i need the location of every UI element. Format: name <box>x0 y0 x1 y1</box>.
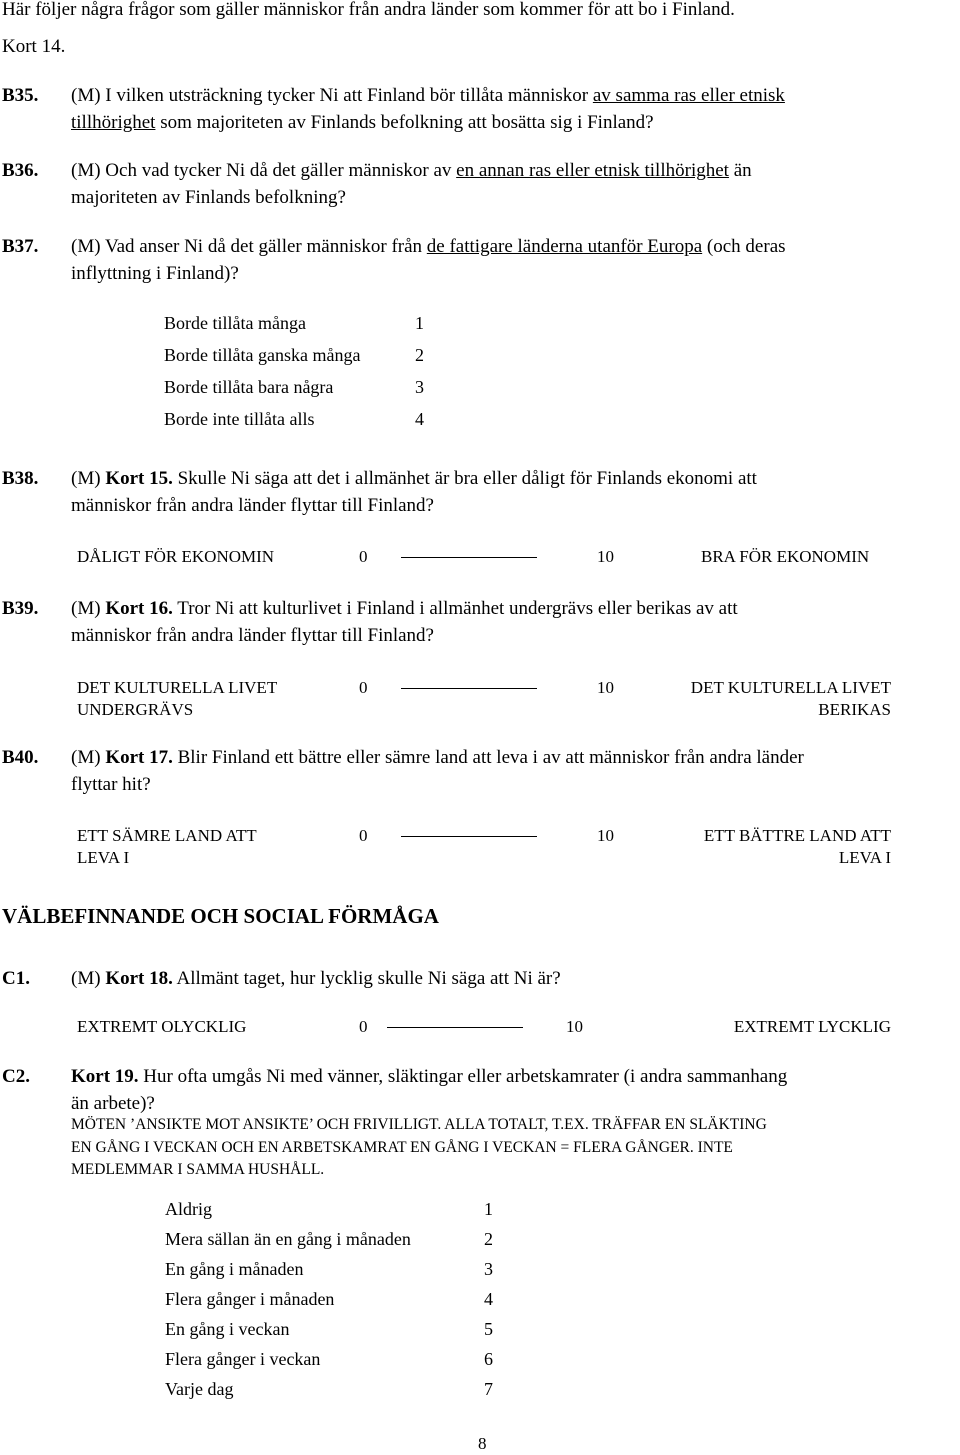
question-text-b38-line1: (M) Kort 15. Skulle Ni säga att det i allmänhet är bra eller dåligt för Finlands ekonomi att <box>71 468 757 489</box>
option-label: Borde tillåta många <box>164 313 306 333</box>
question-text-c2-line2: än arbete)? <box>71 1093 155 1114</box>
scale-line <box>401 557 537 558</box>
option-code: 4 <box>415 409 424 429</box>
scale-max: 10 <box>597 547 614 566</box>
scale-left-label: DET KULTURELLA LIVET <box>77 678 278 697</box>
question-text-b39-line1: (M) Kort 16. Tror Ni att kulturlivet i Finland i allmänhet undergrävs eller berikas av att <box>71 598 738 619</box>
question-number: B35. <box>2 85 39 106</box>
scale-right-label: ETT BÄTTRE LAND ATT <box>703 826 891 845</box>
scale-right-label: EXTREMT LYCKLIG <box>733 1017 891 1036</box>
option-label: Borde tillåta bara några <box>164 377 334 397</box>
option-code: 1 <box>415 313 424 333</box>
question-text-b37-line1: (M) Vad anser Ni då det gäller människor från de fattigare länderna utanför Europa (och deras <box>71 236 786 257</box>
option-code: 5 <box>484 1319 493 1339</box>
option-code: 6 <box>484 1349 493 1369</box>
option-label: En gång i veckan <box>165 1319 290 1339</box>
scale-left-label: DÅLIGT FÖR EKONOMIN <box>77 547 275 566</box>
scale-min: 0 <box>359 678 368 697</box>
option-code: 3 <box>415 377 424 397</box>
option-label: Borde inte tillåta alls <box>164 409 315 429</box>
scale-max: 10 <box>597 678 614 697</box>
scale-line <box>387 1027 523 1028</box>
scale-line <box>401 688 537 689</box>
option-code: 1 <box>484 1199 493 1219</box>
option-label: En gång i månaden <box>165 1259 304 1279</box>
card-label: Kort 14. <box>2 36 66 57</box>
question-number: B38. <box>2 468 39 489</box>
scale-left-label: LEVA I <box>77 848 130 867</box>
question-number: B39. <box>2 598 39 619</box>
question-text-b35-line2: tillhörighet som majoriteten av Finlands befolkning att bosätta sig i Finland? <box>71 112 654 133</box>
scale-right-label: DET KULTURELLA LIVET <box>690 678 891 697</box>
option-label: Varje dag <box>165 1379 234 1399</box>
interviewer-note: EN GÅNG I VECKAN OCH EN ARBETSKAMRAT EN GÅNG I VECKAN = FLERA GÅNGER. INTE <box>71 1139 733 1156</box>
scale-right-label: BERIKAS <box>818 700 891 719</box>
question-text-b36-line2: majoriteten av Finlands befolkning? <box>71 187 346 208</box>
question-number: B36. <box>2 160 39 181</box>
question-text-b40-line2: flyttar hit? <box>71 774 151 795</box>
question-text-b35-line1: (M) I vilken utsträckning tycker Ni att Finland bör tillåta människor av samma ras eller etnisk <box>71 85 785 106</box>
option-code: 2 <box>484 1229 493 1249</box>
option-label: Mera sällan än en gång i månaden <box>165 1229 411 1249</box>
scale-min: 0 <box>359 826 368 845</box>
intro-text: Här följer några frågor som gäller människor från andra länder som kommer för att bo i Finland. <box>2 0 735 20</box>
question-text-b37-line2: inflyttning i Finland)? <box>71 263 239 284</box>
question-text-b40-line1: (M) Kort 17. Blir Finland ett bättre eller sämre land att leva i av att människor från andra länder <box>71 747 804 768</box>
option-label: Flera gånger i veckan <box>165 1349 321 1369</box>
question-number: B37. <box>2 236 39 257</box>
option-code: 2 <box>415 345 424 365</box>
option-label: Flera gånger i månaden <box>165 1289 335 1309</box>
question-number: C2. <box>2 1066 30 1087</box>
interviewer-note: MÖTEN ’ANSIKTE MOT ANSIKTE’ OCH FRIVILLIGT. ALLA TOTALT, T.EX. TRÄFFAR EN SLÄKTING <box>71 1116 767 1133</box>
section-heading: VÄLBEFINNANDE OCH SOCIAL FÖRMÅGA <box>2 904 439 928</box>
option-code: 4 <box>484 1289 493 1309</box>
scale-max: 10 <box>566 1017 583 1036</box>
scale-max: 10 <box>597 826 614 845</box>
question-text-c1: (M) Kort 18. Allmänt taget, hur lycklig skulle Ni säga att Ni är? <box>71 968 561 989</box>
scale-right-label: LEVA I <box>838 848 891 867</box>
interviewer-note: MEDLEMMAR I SAMMA HUSHÅLL. <box>71 1161 325 1178</box>
option-label: Borde tillåta ganska många <box>164 345 361 365</box>
question-number: C1. <box>2 968 30 989</box>
option-label: Aldrig <box>165 1199 212 1219</box>
question-text-b39-line2: människor från andra länder flyttar till Finland? <box>71 625 434 646</box>
scale-right-label: BRA FÖR EKONOMIN <box>701 547 870 566</box>
question-text-c2-line1: Kort 19. Hur ofta umgås Ni med vänner, släktingar eller arbetskamrater (i andra sammanhang <box>71 1066 788 1087</box>
scale-left-label: EXTREMT OLYCKLIG <box>77 1017 247 1036</box>
question-text-b36-line1: (M) Och vad tycker Ni då det gäller människor av en annan ras eller etnisk tillhörighet än <box>71 160 752 181</box>
scale-left-label: UNDERGRÄVS <box>77 700 194 719</box>
scale-min: 0 <box>359 547 368 566</box>
question-text-b38-line2: människor från andra länder flyttar till Finland? <box>71 495 434 516</box>
scale-left-label: ETT SÄMRE LAND ATT <box>77 826 257 845</box>
scale-line <box>401 836 537 837</box>
question-number: B40. <box>2 747 39 768</box>
page-number: 8 <box>478 1434 487 1453</box>
option-code: 3 <box>484 1259 493 1279</box>
scale-min: 0 <box>359 1017 368 1036</box>
option-code: 7 <box>484 1379 493 1399</box>
